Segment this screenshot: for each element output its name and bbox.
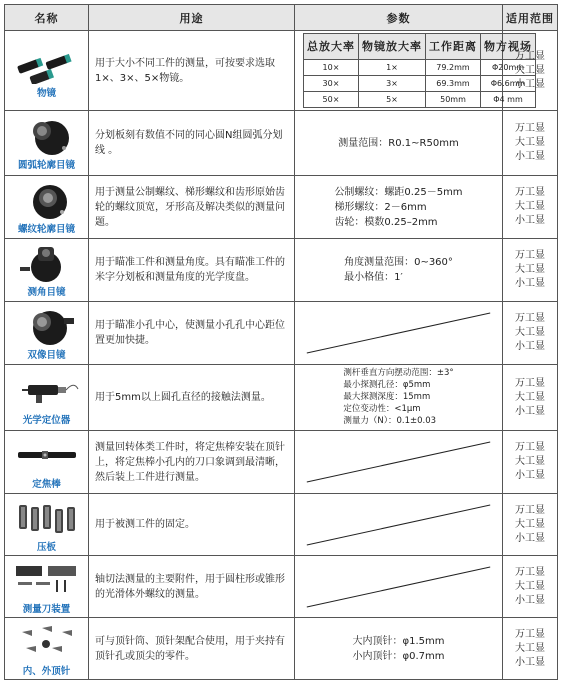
not-applicable-slash <box>303 499 494 551</box>
measuring-knife-image <box>12 560 82 600</box>
table-row <box>5 431 558 494</box>
mag-header: 总放大率 <box>304 34 359 60</box>
mag-cell: 3× <box>359 76 426 92</box>
table-row <box>5 31 558 111</box>
mag-cell: Φ20mm <box>481 60 536 76</box>
scope-cell: 万工显 大工显 小工显 <box>503 31 558 111</box>
name-cell <box>5 494 89 556</box>
arc-eyepiece-image <box>12 116 82 156</box>
magnification-table <box>303 33 536 108</box>
name-cell <box>5 618 89 680</box>
product-name: 压板 <box>36 541 56 553</box>
scope-cell: 万工显 大工显 小工显 <box>503 494 558 556</box>
param-line: 测量范围：R0.1~R50mm <box>338 137 459 149</box>
use-cell: 可与顶针筒、顶针架配合使用，用于夹持有顶针孔或顶尖的零件。 <box>89 618 295 680</box>
param-line: 大内顶针：φ1.5mm <box>352 635 445 647</box>
param-line: 角度测量范围：0~360° <box>344 257 453 268</box>
product-name: 圆弧轮廓目镜 <box>17 160 75 171</box>
table-row <box>5 111 558 176</box>
name-cell <box>5 431 89 494</box>
clamp-plate-image <box>12 498 82 538</box>
table-row <box>5 494 558 556</box>
param-line: 测量力（N）：0.1±0.03 <box>343 416 437 426</box>
name-cell <box>5 365 89 431</box>
param-line: 最大探测深度：15mm <box>343 392 431 402</box>
center-points-image <box>12 622 82 662</box>
table-row <box>5 618 558 680</box>
use-cell: 轴切法测量的主要附件，用于圆柱形或锥形的光滑体外螺纹的测量。 <box>89 556 295 618</box>
params-cell <box>295 111 503 176</box>
mag-cell: 5× <box>359 92 426 108</box>
mag-cell: 10× <box>304 60 359 76</box>
mag-cell: 50× <box>304 92 359 108</box>
use-cell: 用于大小不同工件的测量，可按要求选取1×、3×、5×物镜。 <box>89 31 295 111</box>
mag-header: 工作距离 <box>426 34 481 60</box>
params-cell <box>295 365 503 431</box>
double-image-eyepiece-image <box>12 306 82 346</box>
use-cell: 用于被测工件的固定。 <box>89 494 295 556</box>
product-name: 定焦棒 <box>32 479 61 490</box>
focusing-rod-image <box>12 435 82 475</box>
header-params: 参数 <box>295 5 503 31</box>
scope-cell: 万工显 大工显 小工显 <box>503 556 558 618</box>
not-applicable-slash <box>303 561 494 613</box>
product-name: 螺纹轮廓目镜 <box>17 224 75 235</box>
mag-cell: Φ4 mm <box>481 92 536 108</box>
name-cell <box>5 302 89 365</box>
params-cell <box>295 239 503 302</box>
objective-lens-image <box>12 44 82 84</box>
params-cell <box>295 618 503 680</box>
not-applicable-slash <box>303 307 494 359</box>
header-scope: 适用范围 <box>503 5 558 31</box>
product-name: 测角目镜 <box>27 287 66 298</box>
product-name: 物镜 <box>36 87 56 99</box>
mag-cell: Φ6.6mm <box>481 76 536 92</box>
params-cell-empty <box>295 302 503 365</box>
use-cell: 用于测量公制螺纹、梯形螺纹和齿形原始齿轮的螺纹顶宽，牙形高及解决类似的测量问题。 <box>89 176 295 239</box>
param-line: 定位变动性：<1μm <box>343 404 421 414</box>
table-row <box>5 556 558 618</box>
mag-header: 物方视场 <box>481 34 536 60</box>
params-cell-empty <box>295 494 503 556</box>
mag-cell: 30× <box>304 76 359 92</box>
scope-cell: 万工显 大工显 小工显 <box>503 302 558 365</box>
table-row <box>5 176 558 239</box>
param-line: 最小格值：1′ <box>344 272 403 283</box>
mag-cell: 1× <box>359 60 426 76</box>
params-cell <box>295 176 503 239</box>
scope-cell: 万工显 大工显 小工显 <box>503 176 558 239</box>
param-line: 最小探测孔径：φ5mm <box>343 380 431 390</box>
scope-cell: 万工显 大工显 小工显 <box>503 365 558 431</box>
name-cell <box>5 176 89 239</box>
name-cell <box>5 239 89 302</box>
params-cell-empty <box>295 556 503 618</box>
param-line: 测杆垂直方向摆动范围：±3° <box>343 368 454 378</box>
use-cell: 测量回转体类工件时，将定焦棒安装在顶针上，将定焦棒小孔内的刀口象调到最清晰，然后装上工件进行测量。 <box>89 431 295 494</box>
use-cell: 分划板刻有数值不同的同心圆N组圆弧分划线 。 <box>89 111 295 176</box>
scope-cell: 万工显 大工显 小工显 <box>503 618 558 680</box>
mag-cell: 79.2mm <box>426 60 481 76</box>
product-name: 内、外顶针 <box>22 665 71 677</box>
product-name: 双像目镜 <box>27 350 66 361</box>
thread-eyepiece-image <box>12 180 82 220</box>
product-name: 测量刀装置 <box>22 603 71 615</box>
param-line: 小内顶针：φ0.7mm <box>352 650 445 662</box>
not-applicable-slash <box>303 436 494 488</box>
table-header-row <box>5 5 558 31</box>
angle-eyepiece-image <box>12 243 82 283</box>
table-row <box>5 302 558 365</box>
product-name: 光学定位器 <box>22 414 71 426</box>
accessory-spec-table <box>4 4 558 680</box>
mag-cell: 69.3mm <box>426 76 481 92</box>
table-row <box>5 365 558 431</box>
name-cell <box>5 556 89 618</box>
scope-cell: 万工显 大工显 小工显 <box>503 431 558 494</box>
param-line: 公制螺纹：螺距0.25－5mm <box>334 186 463 198</box>
header-use: 用途 <box>89 5 295 31</box>
param-line: 齿轮：模数0.25–2mm <box>334 216 438 228</box>
use-cell: 用于5mm以上圆孔直径的接触法测量。 <box>89 365 295 431</box>
params-cell-empty <box>295 431 503 494</box>
use-cell: 用于瞄准工件和测量角度。具有瞄准工件的米字分划板和测量角度的光学度盘。 <box>89 239 295 302</box>
name-cell <box>5 31 89 111</box>
param-line: 梯形螺纹：2－6mm <box>334 201 427 213</box>
optical-locator-image <box>12 371 82 411</box>
use-cell: 用于瞄准小孔中心，使测量小孔孔中心距位置更加快捷。 <box>89 302 295 365</box>
scope-cell: 万工显 大工显 小工显 <box>503 239 558 302</box>
name-cell <box>5 111 89 176</box>
header-name: 名称 <box>5 5 89 31</box>
mag-header: 物镜放大率 <box>359 34 426 60</box>
mag-cell: 50mm <box>426 92 481 108</box>
scope-cell: 万工显 大工显 小工显 <box>503 111 558 176</box>
table-row <box>5 239 558 302</box>
